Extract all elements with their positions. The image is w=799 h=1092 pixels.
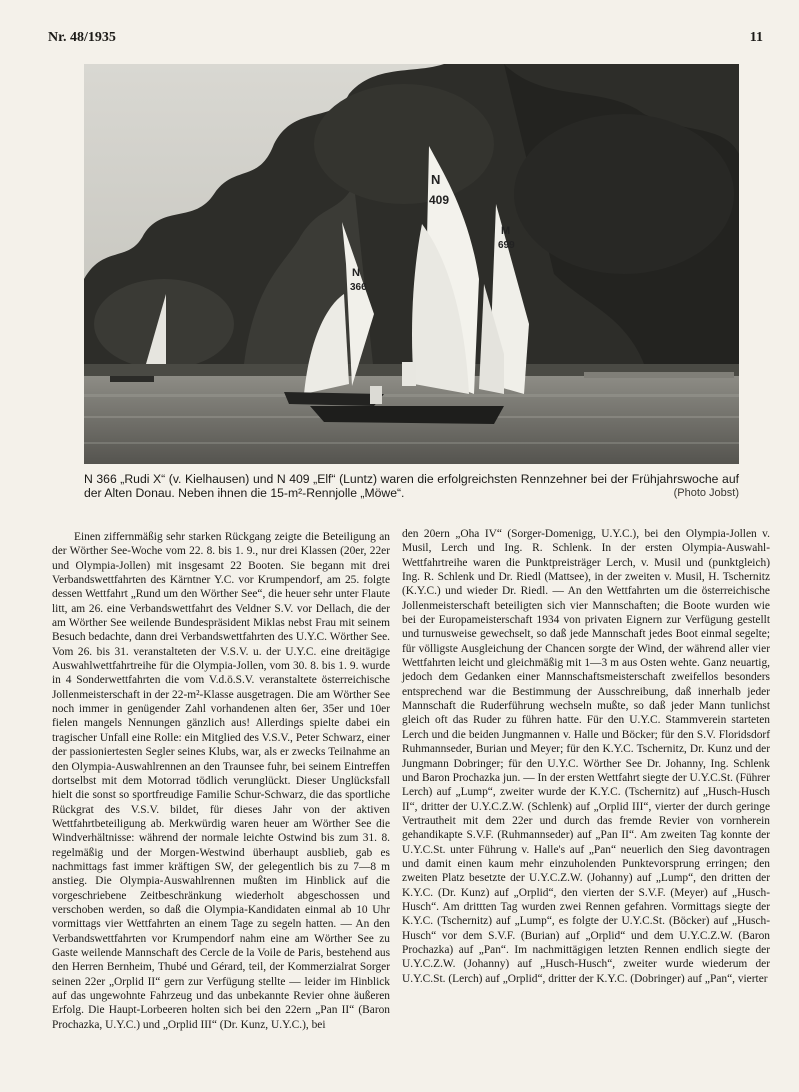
photo-credit: (Photo Jobst)	[673, 487, 739, 499]
sailboats-photo	[84, 64, 739, 464]
caption-text: N 366 „Rudi X“ (v. Kielhausen) und N 409 „Elf“ (Luntz) waren die erfolgreichsten Rennzehner bei der Frühjahrswoche auf der Alten Donau. Neben ihnen die 15-m²-Rennjolle „Möwe“.	[84, 472, 739, 500]
svg-text:699: 699	[498, 240, 515, 251]
svg-text:409: 409	[429, 193, 450, 207]
svg-text:366: 366	[350, 282, 367, 293]
article-paragraph-left: Einen ziffernmäßig sehr starken Rückgang zeigte die Beteiligung an der Wörther See-Woche vom 22. 8. bis 1. 9., nur drei Klassen (20er, 22er und Olympia-Jollen) mit insgesamt 22 Booten. Sie begann mit drei Verbandswettfahrten des Kärntner Y.C. vor Krumpendorf, am 25. folgte dessen Wettfahrt „Rund um den Wörther See“, die heuer sehr unter Flaute litt, am 26. eine Verbandswettfahrt des Veldner S.V. vor Dellach, die der am Wörther See weilende Bundespräsident Miklas nebst Frau mit seinem Besuch bedachte, dann drei Verbandswettfahrten des U.Y.C. Wörther See. Vom 26. bis 31. veranstalteten der V.S.V. u. der U.Y.C. eine dreitägige Auswahlwettfahrtreihe für die Olympia-Jollen, vom 30. 8. bis 1. 9. wurde in 4 Sonderwettfahrten die vom V.d.ö.S.V. veranstaltete österreichische Jollenmeisterschaft in der 22-m²-Klasse ausgetragen. Die am Wörther See noch immer in genügender Zahl vorhandenen alten 6er, 35er und 10er fielen mangels Nennungen gänzlich aus! Allerdings spielte dabei ein tragischer Unfall eine Rolle: ein Mitglied des V.S.V., Peter Schwarz, einer der passioniertesten Segler seines Klubs, war, als er zwecks Teilnahme an den Olympia-Auswahlrennen an den Traunsee fuhr, bei seinem Eintreffen dortselbst mit dem Motorrad tödlich verunglückt. Dieser Unglücksfall hielt die sonst so sportfreudige Familie Schur-Schwarz, die das sportliche Rückgrat des V.S.V. bildet, für dieses Jahr von der aktiven Wettfahrtbeteiligung ab. Merkwürdig waren heuer am Wörther See die Windverhältnisse: während der normale leichte Ostwind bis zum 31. 8. regelmäßig und der Morgen-Westwind überhaupt ausblieb, gab es nachmittags fast immer kräftigen SW, der gelegentlich bis zu 7—8 m anstieg. Die Olympia-Auswahlrennen mußten im Hinblick auf die vorgeschriebene Zeitbeschränkung wiederholt abgeschossen und verschoben werden, so daß die Olympia-Kandidaten einmal ab 10 Uhr vormittags vier Wettfahrten an einem Tage zu segeln hatten. — An den Verbandswettfahrten vor Krumpendorf nahm eine am Wörther See zu Gaste weilende Mannschaft des Cercle de la Voile de Paris, bestehend aus den Herren Bernheim, Thubé und Gérard, teil, der Kommerzialrat Sorger seinen 22er „Orplid II“ gern zur Verfügung stellte — leider im Hinblick auf das ungewohnte Fahrzeug und das unbekannte Revier ohne äußeren Erfolg. Die Haupt-Lorbeeren holten sich bei den 22ern „Pan II“ (Baron Prochazka, U.Y.C.) und „Orplid III“ (Dr. Kunz, U.Y.C.), bei	[52, 531, 390, 1031]
issue-number: Nr. 48/1935	[48, 30, 116, 45]
svg-text:M: M	[501, 225, 511, 237]
page-number: 11	[749, 30, 763, 45]
svg-text:N: N	[352, 267, 360, 279]
article-left-column	[52, 530, 390, 1032]
photograph-sailboats-icon	[84, 64, 739, 464]
page-header	[0, 30, 799, 52]
article-paragraph-right: den 20ern „Oha IV“ (Sorger-Domenigg, U.Y.C.), bei den Olympia-Jollen v. Musil, Lerch und Ing. R. Schlenk. In der ersten Olympia-Auswahl-Wettfahrtreihe waren die Punktpreisträger Lerch, v. Musil und (punktgleich) Ing. R. Schlenk und Dr. Riedl (Mattsee), in der zweiten v. Musil, H. Tschernitz (K.Y.C.) und wieder Dr. Riedl. — An den Wettfahrten um die österreichische Jollenmeisterschaft beteiligten sich vier Mannschaften; die Boote wurden wie bei der Europameisterschaft 1934 von privaten Eignern zur Verfügung gestellt und turnusweise gewechselt, so daß jede Mannschaft jedes Boot einmal segelte; für völligste Ausgleichung der Chancen sorgte der Wind, der während aller vier Wettfahrten leicht und gleichmäßig mit 1—3 m aus Osten wehte. Ganz neuartig, jedoch dem Gedanken einer Mannschaftsmeisterschaft zweifellos besonders entsprechend war die Bestimmung der Ausschreibung, daß innerhalb jeder Mannschaft die Ruderführung wechseln mußte, so daß jeder Mann tunlichst gleich oft das Ruder zu führen hatte. Für den U.Y.C. Stammverein starteten Lerch und die beiden Jungmannen v. Halle und Böcker; für den S.V. Floridsdorf Ruhmannseder, Burian und Meyer; für den K.Y.C. Tschernitz, Dr. Kunz und der Jungmann Dobringer; für den U.Y.C. Wörther See Dr. Johanny, Ing. Schlenk und Baron Prochazka jun. — In der ersten Wettfahrt siegte der U.Y.C.St. (Führer Lerch) auf „Lump“, zweiter wurde der K.Y.C. (Tschernitz) auf „Husch-Husch II“, dritter der U.Y.C.Z.W. (Schlenk) auf „Orplid III“, vierter der durch geringe Vertrautheit mit dem 22er und durch das fremde Revier von vornherein gehandikapte S.V.F. (Ruhmannseder) auf „Pan II“. Am zweiten Tag konnte der U.Y.C.St. unter Führung v. Halle's auf „Pan“ neuerlich den Sieg davontragen und damit einen kaum mehr einzuholenden Punktevorsprung erringen; den zweiten Platz besetzte der U.Y.C.Z.W. (Johanny) auf „Lump“, den dritten der K.Y.C. (Dr. Kunz) auf „Orplid“, den vierten der S.V.F. (Meyer) auf „Husch-Husch“. Am drittten Tag wurden zwei Rennen gefahren. Vormittags siegte der K.Y.C. (Tschernitz) auf „Lump“, es folgte der U.Y.C.St. (Böcker) auf „Husch-Husch“ vor dem S.V.F. (Burian) auf „Orplid“ und dem U.Y.C.Z.W. (Baron Prochazka) auf „Pan“. Im nachmittägigen letzten Rennen endlich siegte der U.Y.C.Z.W. (Johanny) auf „Husch-Husch“, zweiter wurde wiederum der U.Y.C.St. (Lerch) auf „Orplid“, dritter der K.Y.C. (Dobringer) auf „Pan“, vierter	[402, 528, 770, 985]
article-right-column	[402, 527, 770, 986]
photo-caption	[84, 472, 739, 500]
svg-text:N: N	[431, 172, 441, 187]
